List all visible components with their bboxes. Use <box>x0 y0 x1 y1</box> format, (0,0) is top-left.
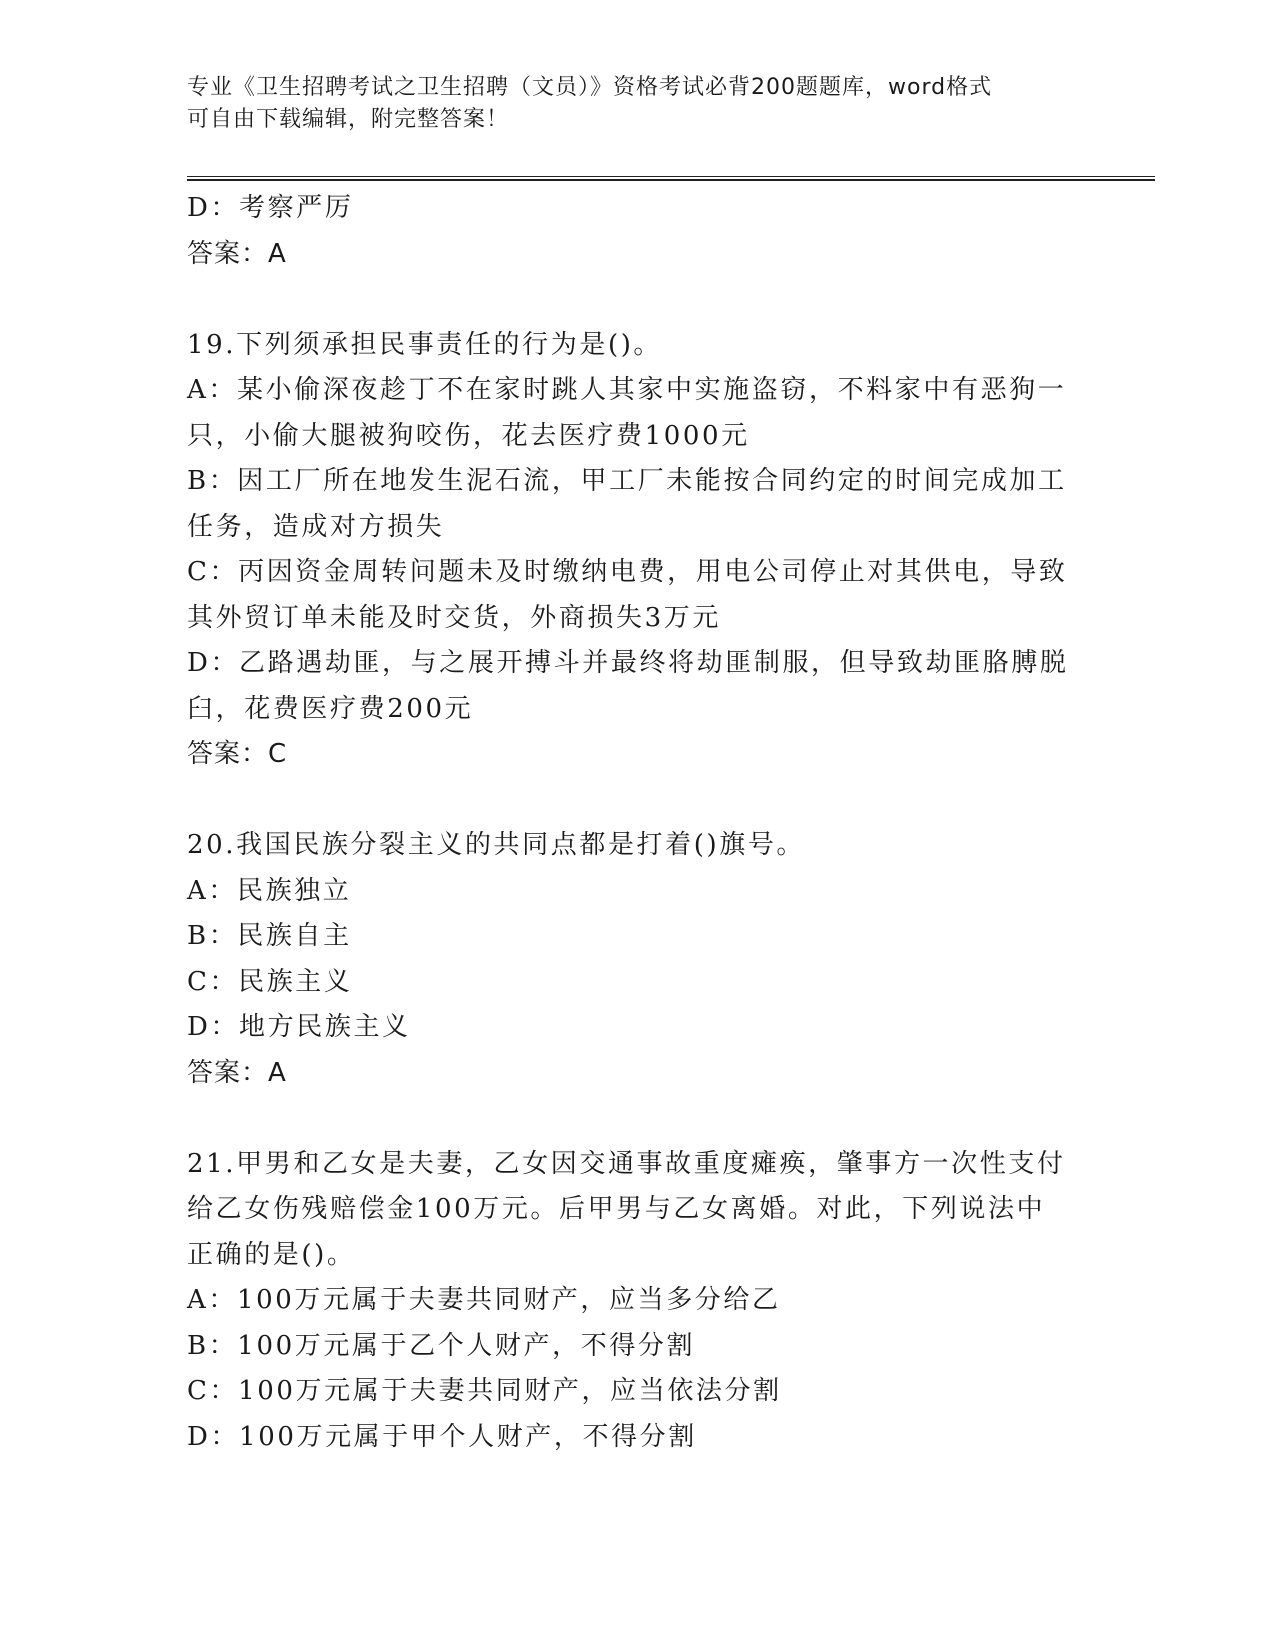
header-divider <box>187 176 1155 181</box>
option-a: A：民族独立 <box>187 875 352 906</box>
document-body <box>187 186 1087 1460</box>
option-c: C：丙因资金周转问题未及时缴纳电费，用电公司停止对其供电，导致 <box>187 557 1068 587</box>
option-c: C：民族主义 <box>187 966 353 997</box>
option-d-fragment: D：考察严厉 <box>187 193 354 223</box>
question-20 <box>187 823 1087 1096</box>
page-header <box>187 72 1067 136</box>
option-d: D：乙路遇劫匪，与之展开搏斗并最终将劫匪制服，但导致劫匪胳膊脱 <box>187 648 1069 678</box>
answer-fragment: 答案：A <box>187 238 287 269</box>
spacer <box>187 778 1087 824</box>
answer: 答案：A <box>187 1057 287 1088</box>
question-stem: 20.我国民族分裂主义的共同点都是打着()旗号。 <box>187 830 806 860</box>
option-d: D：100万元属于甲个人财产，不得分割 <box>187 1421 697 1452</box>
option-d-cont: 臼，花费医疗费200元 <box>187 693 474 724</box>
option-b: B：100万元属于乙个人财产，不得分割 <box>187 1330 696 1361</box>
answer: 答案：C <box>187 739 288 769</box>
option-c: C：100万元属于夫妻共同财产，应当依法分割 <box>187 1376 782 1406</box>
question-stem: 21.甲男和乙女是夫妻，乙女因交通事故重度瘫痪，肇事方一次性支付 <box>187 1148 1066 1179</box>
spacer <box>187 1096 1087 1142</box>
option-a: A：100万元属于夫妻共同财产，应当多分给乙 <box>187 1285 781 1315</box>
question-21 <box>187 1142 1087 1461</box>
option-b: B：民族自主 <box>187 921 352 951</box>
header-title-line-2: 可自由下载编辑，附完整答案！ <box>187 107 510 132</box>
option-b-cont: 任务，造成对方损失 <box>187 511 445 542</box>
spacer <box>187 277 1087 323</box>
question-stem-cont: 正确的是()。 <box>187 1239 356 1270</box>
header-title-line-1: 专业《卫生招聘考试之卫生招聘（文员）》资格考试必背200题题库，word格式 <box>187 75 993 100</box>
question-stem: 19.下列须承担民事责任的行为是()。 <box>187 329 663 360</box>
option-a: A：某小偷深夜趁丁不在家时跳人其家中实施盗窃，不料家中有恶狗一 <box>187 375 1067 405</box>
option-d: D：地方民族主义 <box>187 1012 411 1042</box>
option-b: B：因工厂所在地发生泥石流，甲工厂未能按合同约定的时间完成加工 <box>187 466 1067 496</box>
option-c-cont: 其外贸订单未能及时交货，外商损失3万元 <box>187 602 721 633</box>
question-19 <box>187 323 1087 778</box>
question-stem-cont: 给乙女伤残赔偿金100万元。后甲男与乙女离婚。对此，下列说法中 <box>187 1194 1046 1224</box>
option-a-cont: 只，小偷大腿被狗咬伤，花去医疗费1000元 <box>187 420 750 451</box>
